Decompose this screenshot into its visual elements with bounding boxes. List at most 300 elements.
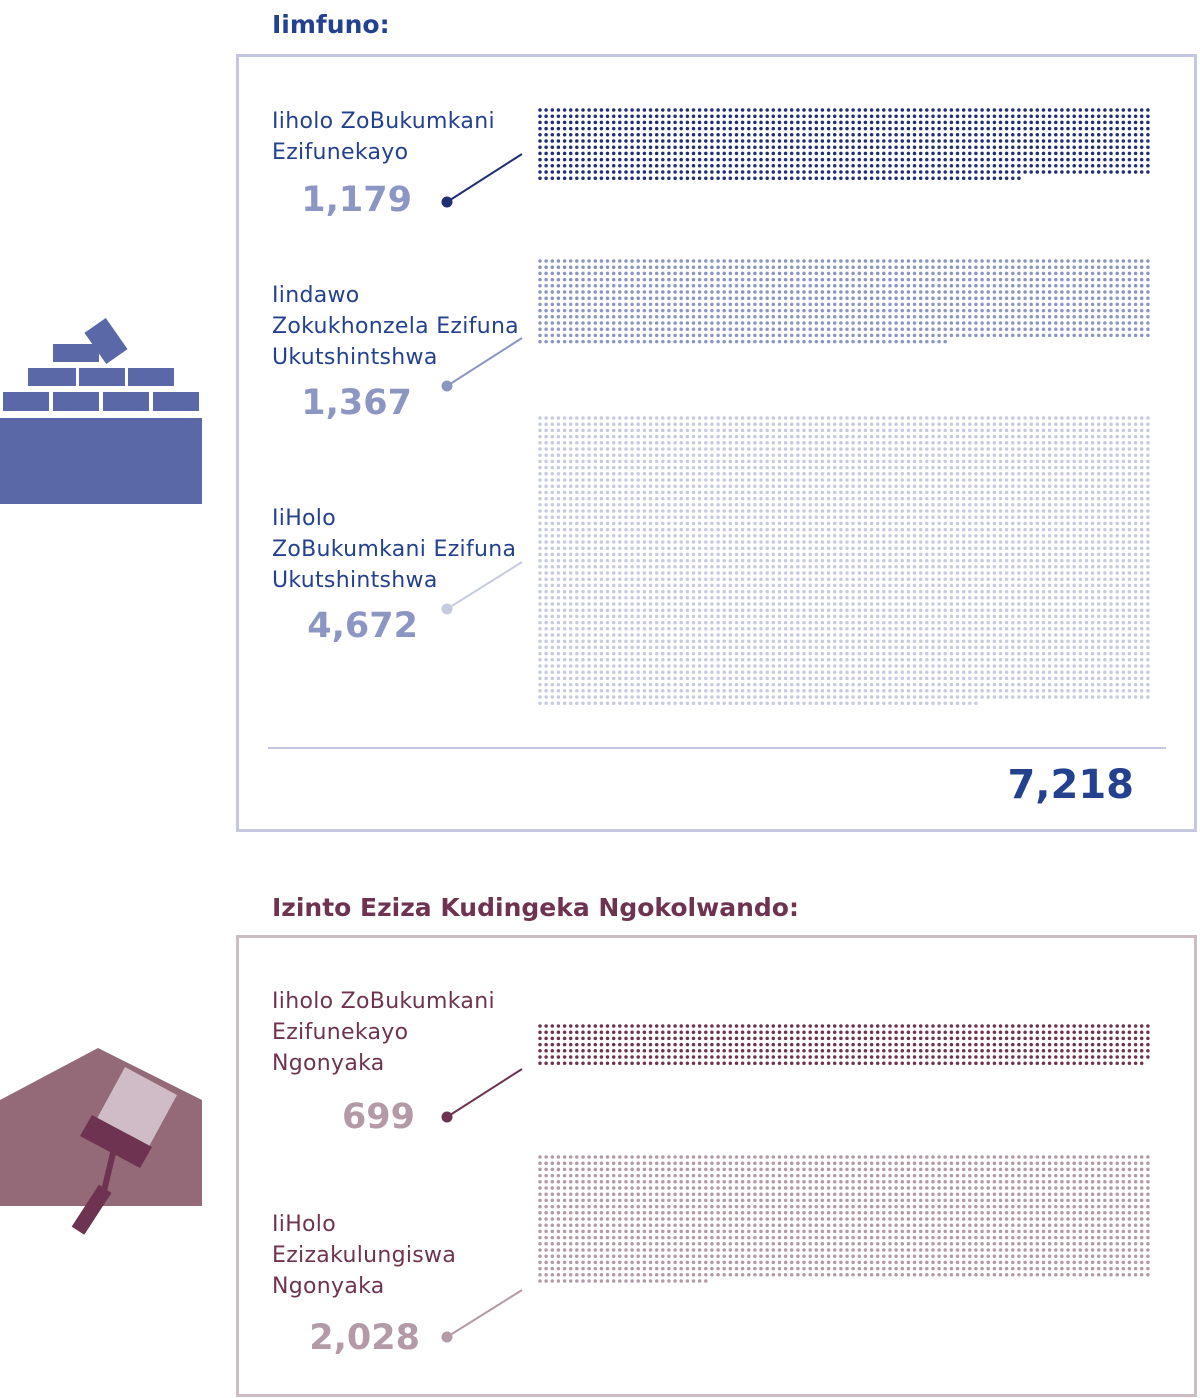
dot xyxy=(913,114,917,118)
dot xyxy=(907,133,911,137)
dot xyxy=(974,429,978,433)
dot xyxy=(1122,321,1126,325)
dot xyxy=(1140,540,1144,544)
dot xyxy=(851,309,855,313)
dot xyxy=(950,133,954,137)
dot xyxy=(729,478,733,482)
dot xyxy=(864,522,868,526)
dot xyxy=(587,522,591,526)
dot xyxy=(704,127,708,131)
dot xyxy=(569,546,573,550)
dot xyxy=(1128,515,1132,519)
dot xyxy=(649,139,653,143)
dot xyxy=(937,416,941,420)
dot xyxy=(1066,429,1070,433)
dot xyxy=(894,158,898,162)
dot xyxy=(698,290,702,294)
dot xyxy=(1122,272,1126,276)
dot xyxy=(551,176,555,180)
dot xyxy=(649,478,653,482)
dot xyxy=(888,139,892,143)
dot xyxy=(821,441,825,445)
dot xyxy=(974,497,978,501)
dot xyxy=(778,296,782,300)
dot xyxy=(581,315,585,319)
dot xyxy=(858,429,862,433)
dot xyxy=(986,272,990,276)
dot xyxy=(643,259,647,263)
dot xyxy=(1115,139,1119,143)
dot xyxy=(821,484,825,488)
dot xyxy=(956,534,960,538)
dot xyxy=(1091,327,1095,331)
dot xyxy=(655,509,659,513)
dot xyxy=(747,441,751,445)
dot xyxy=(968,528,972,532)
dot xyxy=(950,303,954,307)
dot xyxy=(600,509,604,513)
dot xyxy=(735,170,739,174)
dot xyxy=(692,478,696,482)
dot xyxy=(759,491,763,495)
dot xyxy=(808,158,812,162)
dot xyxy=(956,460,960,464)
dot xyxy=(612,453,616,457)
dot xyxy=(870,559,874,563)
dot xyxy=(551,540,555,544)
dot xyxy=(729,503,733,507)
dot xyxy=(808,460,812,464)
dot xyxy=(551,284,555,288)
dot xyxy=(544,315,548,319)
dot xyxy=(1128,559,1132,563)
dot xyxy=(716,565,720,569)
dot xyxy=(999,133,1003,137)
dot xyxy=(1122,447,1126,451)
dot xyxy=(716,284,720,288)
dot xyxy=(851,158,855,162)
dot xyxy=(1011,290,1015,294)
dot xyxy=(1011,108,1015,112)
dot xyxy=(753,416,757,420)
dot xyxy=(888,534,892,538)
dot xyxy=(563,164,567,168)
dot xyxy=(643,265,647,269)
dot xyxy=(1134,546,1138,550)
dot xyxy=(581,284,585,288)
dot xyxy=(643,553,647,557)
dot xyxy=(655,416,659,420)
dot xyxy=(980,121,984,125)
dot xyxy=(999,429,1003,433)
dot xyxy=(808,478,812,482)
dot xyxy=(876,321,880,325)
dot xyxy=(1085,453,1089,457)
dot xyxy=(551,484,555,488)
dot xyxy=(1066,145,1070,149)
dot xyxy=(1128,139,1132,143)
dot xyxy=(563,158,567,162)
dot xyxy=(594,145,598,149)
dot xyxy=(735,472,739,476)
dot xyxy=(557,503,561,507)
dot xyxy=(741,484,745,488)
dot xyxy=(999,309,1003,313)
dot xyxy=(1060,522,1064,526)
dot xyxy=(606,559,610,563)
dot xyxy=(630,534,634,538)
dot xyxy=(907,447,911,451)
dot xyxy=(870,176,874,180)
dot xyxy=(741,152,745,156)
dot xyxy=(808,466,812,470)
dot xyxy=(778,540,782,544)
dot xyxy=(858,522,862,526)
dot xyxy=(698,503,702,507)
dot xyxy=(1109,478,1113,482)
dot xyxy=(851,528,855,532)
dot xyxy=(643,278,647,282)
dot xyxy=(950,272,954,276)
dot xyxy=(544,416,548,420)
dot xyxy=(692,114,696,118)
dot xyxy=(563,466,567,470)
dot xyxy=(1066,327,1070,331)
dot xyxy=(907,491,911,495)
dot xyxy=(1097,164,1101,168)
dot xyxy=(606,460,610,464)
dot xyxy=(1109,139,1113,143)
dot xyxy=(999,127,1003,131)
dot xyxy=(655,127,659,131)
dot xyxy=(716,497,720,501)
dot xyxy=(796,108,800,112)
dot xyxy=(1023,296,1027,300)
dot xyxy=(544,447,548,451)
dot xyxy=(790,170,794,174)
dot xyxy=(704,315,708,319)
dot xyxy=(937,534,941,538)
dot xyxy=(538,127,542,131)
dot xyxy=(919,340,923,344)
dot xyxy=(1036,503,1040,507)
dot xyxy=(563,478,567,482)
dot xyxy=(1054,503,1058,507)
dot xyxy=(636,546,640,550)
dot xyxy=(772,121,776,125)
bar-dots-3 xyxy=(538,416,1149,705)
dot xyxy=(624,460,628,464)
dot xyxy=(710,509,714,513)
dot xyxy=(907,553,911,557)
dot xyxy=(587,108,591,112)
dot xyxy=(919,503,923,507)
dot xyxy=(673,522,677,526)
dot xyxy=(950,540,954,544)
dot xyxy=(544,158,548,162)
dot xyxy=(968,278,972,282)
dot xyxy=(1048,321,1052,325)
dot xyxy=(569,170,573,174)
dot xyxy=(765,422,769,426)
dot xyxy=(802,145,806,149)
dot xyxy=(563,315,567,319)
dot xyxy=(587,491,591,495)
dot xyxy=(1103,284,1107,288)
dot xyxy=(551,127,555,131)
dot xyxy=(557,453,561,457)
dot xyxy=(1146,265,1150,269)
dot xyxy=(661,127,665,131)
dot xyxy=(882,422,886,426)
dot xyxy=(1023,515,1027,519)
dot xyxy=(667,296,671,300)
dot xyxy=(864,152,868,156)
dot xyxy=(1103,309,1107,313)
dot xyxy=(569,416,573,420)
dot xyxy=(729,491,733,495)
dot xyxy=(624,315,628,319)
dot xyxy=(827,484,831,488)
dot xyxy=(747,164,751,168)
dot xyxy=(943,108,947,112)
dot xyxy=(901,522,905,526)
dot xyxy=(913,522,917,526)
dot xyxy=(833,127,837,131)
dot xyxy=(1103,108,1107,112)
dot xyxy=(624,534,628,538)
dot xyxy=(1066,478,1070,482)
dot xyxy=(858,509,862,513)
dot xyxy=(919,272,923,276)
dot xyxy=(673,435,677,439)
dot xyxy=(630,315,634,319)
dot xyxy=(821,108,825,112)
dot xyxy=(1060,491,1064,495)
dot xyxy=(784,145,788,149)
dot xyxy=(876,327,880,331)
dot xyxy=(1109,121,1113,125)
dot xyxy=(931,503,935,507)
dot xyxy=(759,272,763,276)
dot xyxy=(673,472,677,476)
dot xyxy=(833,296,837,300)
dot xyxy=(587,309,591,313)
dot xyxy=(1011,152,1015,156)
dot xyxy=(901,315,905,319)
dot xyxy=(790,296,794,300)
dot xyxy=(722,176,726,180)
dot xyxy=(956,139,960,143)
dot xyxy=(784,460,788,464)
dot xyxy=(557,303,561,307)
dot xyxy=(913,334,917,338)
dot xyxy=(698,522,702,526)
dot xyxy=(931,114,935,118)
dot xyxy=(839,484,843,488)
dot xyxy=(673,121,677,125)
dot xyxy=(1128,522,1132,526)
dot xyxy=(931,170,935,174)
dot xyxy=(606,429,610,433)
dot xyxy=(821,528,825,532)
dot xyxy=(931,478,935,482)
dot xyxy=(1140,509,1144,513)
dot xyxy=(1042,503,1046,507)
dot xyxy=(1011,278,1015,282)
dot xyxy=(845,503,849,507)
dot xyxy=(544,321,548,325)
dot xyxy=(1097,284,1101,288)
dot xyxy=(894,327,898,331)
dot xyxy=(563,509,567,513)
dot xyxy=(643,284,647,288)
dot xyxy=(839,334,843,338)
dot xyxy=(1097,290,1101,294)
dot xyxy=(845,296,849,300)
dot xyxy=(735,534,739,538)
dot xyxy=(870,290,874,294)
dot xyxy=(594,429,598,433)
dot xyxy=(882,416,886,420)
dot xyxy=(919,534,923,538)
dot xyxy=(655,145,659,149)
dot xyxy=(667,152,671,156)
dot xyxy=(827,290,831,294)
dot xyxy=(1140,164,1144,168)
dot xyxy=(937,522,941,526)
dot xyxy=(815,290,819,294)
dot xyxy=(698,447,702,451)
dot xyxy=(772,553,776,557)
dot xyxy=(557,114,561,118)
dot xyxy=(686,259,690,263)
dot xyxy=(1023,453,1027,457)
dot xyxy=(913,478,917,482)
dot xyxy=(686,321,690,325)
dot xyxy=(581,164,585,168)
dot xyxy=(1085,133,1089,137)
dot xyxy=(1048,121,1052,125)
dot xyxy=(716,553,720,557)
dot xyxy=(913,435,917,439)
dot xyxy=(741,133,745,137)
dot xyxy=(1079,491,1083,495)
dot xyxy=(913,278,917,282)
dot xyxy=(661,472,665,476)
dot xyxy=(1066,278,1070,282)
dot xyxy=(796,497,800,501)
dot xyxy=(1134,478,1138,482)
dot xyxy=(986,534,990,538)
dot xyxy=(888,472,892,476)
dot xyxy=(1036,515,1040,519)
dot xyxy=(778,340,782,344)
dot xyxy=(815,522,819,526)
dot xyxy=(1054,321,1058,325)
dot xyxy=(937,309,941,313)
dot xyxy=(808,528,812,532)
dot xyxy=(538,278,542,282)
dot xyxy=(833,114,837,118)
dot xyxy=(772,145,776,149)
dot xyxy=(643,139,647,143)
dot xyxy=(716,259,720,263)
dot xyxy=(753,509,757,513)
dot xyxy=(679,534,683,538)
dot xyxy=(962,259,966,263)
dot xyxy=(753,315,757,319)
dot xyxy=(1036,472,1040,476)
dot xyxy=(1017,278,1021,282)
dot xyxy=(679,108,683,112)
dot xyxy=(943,321,947,325)
dot xyxy=(747,528,751,532)
dot xyxy=(937,108,941,112)
dot xyxy=(808,321,812,325)
dot xyxy=(974,503,978,507)
dot xyxy=(821,491,825,495)
dot xyxy=(980,460,984,464)
dot xyxy=(1146,515,1150,519)
dot xyxy=(587,565,591,569)
dot xyxy=(858,528,862,532)
dot xyxy=(784,158,788,162)
dot xyxy=(931,121,935,125)
dot xyxy=(753,127,757,131)
dot xyxy=(636,503,640,507)
dot xyxy=(759,114,763,118)
dot xyxy=(716,152,720,156)
dot xyxy=(538,121,542,125)
dot xyxy=(710,259,714,263)
dot xyxy=(925,145,929,149)
dot xyxy=(710,515,714,519)
dot xyxy=(716,315,720,319)
dot xyxy=(993,422,997,426)
dot xyxy=(1146,416,1150,420)
dot xyxy=(661,170,665,174)
dot xyxy=(538,321,542,325)
dot xyxy=(741,509,745,513)
dot xyxy=(1128,553,1132,557)
dot xyxy=(815,466,819,470)
dot xyxy=(722,416,726,420)
dot xyxy=(1023,546,1027,550)
dot xyxy=(716,108,720,112)
dot xyxy=(839,509,843,513)
dot xyxy=(587,334,591,338)
dot xyxy=(901,309,905,313)
dot xyxy=(864,114,868,118)
dot xyxy=(999,259,1003,263)
dot xyxy=(839,522,843,526)
dot xyxy=(901,139,905,143)
dot xyxy=(796,522,800,526)
dot xyxy=(858,453,862,457)
dot xyxy=(618,546,622,550)
dot xyxy=(587,466,591,470)
dot xyxy=(698,497,702,501)
dot xyxy=(1140,503,1144,507)
dot xyxy=(587,340,591,344)
dot xyxy=(968,121,972,125)
dot xyxy=(765,540,769,544)
dot xyxy=(544,453,548,457)
dot xyxy=(907,497,911,501)
dot xyxy=(587,152,591,156)
dot xyxy=(1109,170,1113,174)
